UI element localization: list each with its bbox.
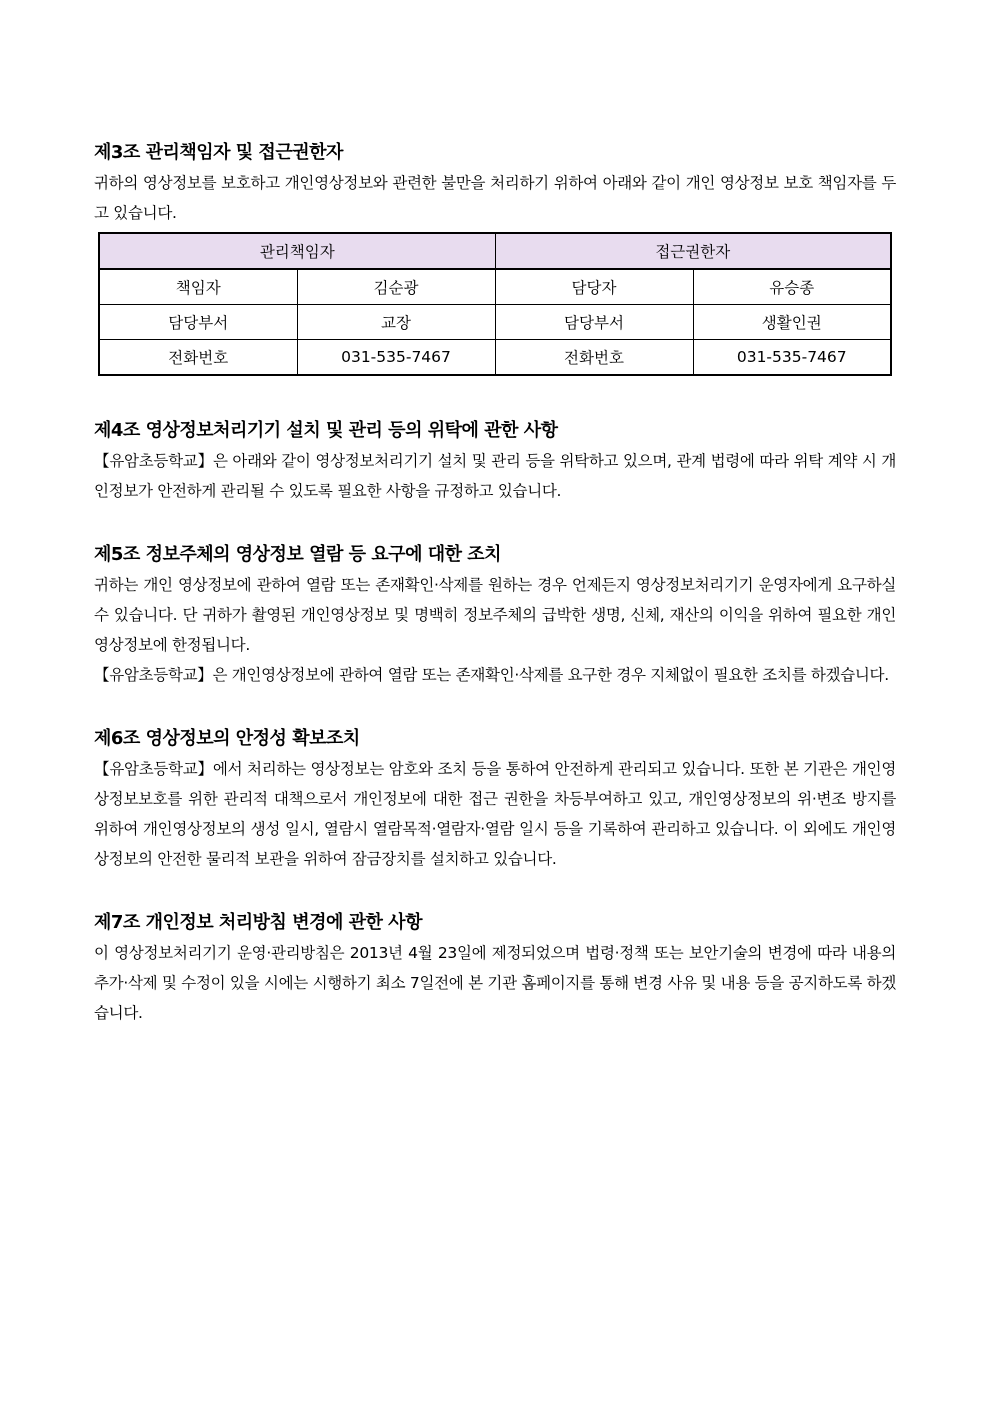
section-title: 제6조 영상정보의 안정성 확보조치 <box>94 728 360 749</box>
table-cell: 031-535-7467 <box>297 340 495 376</box>
table-cell: 유승종 <box>693 269 891 305</box>
table-header-access: 접근권한자 <box>495 233 891 269</box>
spacer <box>94 506 896 540</box>
section-paragraph: 【유암초등학교】은 아래와 같이 영상정보처리기기 설치 및 관리 등을 위탁하고 있으며, 관계 법령에 따라 위탁 계약 시 개인정보가 안전하게 관리될 수 있도록 필요한 사항을 규정하고 있습니다. <box>94 452 896 500</box>
manager-table <box>98 232 892 376</box>
table-row <box>99 269 891 305</box>
section-article-3 <box>94 138 896 376</box>
section-article-6 <box>94 724 896 874</box>
table-cell: 전화번호 <box>99 340 297 376</box>
section-title: 제5조 정보주체의 영상정보 열람 등 요구에 대한 조치 <box>94 544 502 565</box>
table-cell: 교장 <box>297 305 495 340</box>
table-cell: 031-535-7467 <box>693 340 891 376</box>
table-cell: 담당부서 <box>99 305 297 340</box>
table-cell: 담당부서 <box>495 305 693 340</box>
table-cell: 책임자 <box>99 269 297 305</box>
section-article-4 <box>94 416 896 506</box>
document-page <box>94 138 896 1028</box>
section-paragraph: 귀하의 영상정보를 보호하고 개인영상정보와 관련한 불만을 처리하기 위하여 아래와 같이 개인 영상정보 보호 책임자를 두고 있습니다. <box>94 174 896 222</box>
section-paragraph: 귀하는 개인 영상정보에 관하여 열람 또는 존재확인·삭제를 원하는 경우 언제든지 영상정보처리기기 운영자에게 요구하실 수 있습니다. 단 귀하가 촬영된 개인영상정보 및 명백히 정보주체의 급박한 생명, 신체, 재산의 이익을 위하여 필요한 개인영상정보에 한정됩니다. <box>94 576 896 654</box>
section-paragraph: 【유암초등학교】은 개인영상정보에 관하여 열람 또는 존재확인·삭제를 요구한 경우 지체없이 필요한 조치를 하겠습니다. <box>94 666 889 684</box>
spacer <box>94 874 896 908</box>
spacer <box>94 690 896 724</box>
spacer <box>94 376 896 416</box>
section-paragraph: 이 영상정보처리기기 운영·관리방침은 2013년 4월 23일에 제정되었으며 법령·정책 또는 보안기술의 변경에 따라 내용의 추가·삭제 및 수정이 있을 시에는 시행하기 최소 7일전에 본 기관 홈페이지를 통해 변경 사유 및 내용 등을 공지하도록 하겠습니다. <box>94 944 896 1022</box>
section-title: 제3조 관리책임자 및 접근권한자 <box>94 142 343 163</box>
section-title: 제7조 개인정보 처리방침 변경에 관한 사항 <box>94 912 422 933</box>
table-cell: 전화번호 <box>495 340 693 376</box>
section-article-7 <box>94 908 896 1028</box>
table-cell: 김순광 <box>297 269 495 305</box>
table-header-manager: 관리책임자 <box>99 233 495 269</box>
section-article-5 <box>94 540 896 690</box>
table-row <box>99 305 891 340</box>
table-row <box>99 340 891 376</box>
section-title: 제4조 영상정보처리기기 설치 및 관리 등의 위탁에 관한 사항 <box>94 420 558 441</box>
table-cell: 생활인권 <box>693 305 891 340</box>
section-paragraph: 【유암초등학교】에서 처리하는 영상정보는 암호와 조치 등을 통하여 안전하게 관리되고 있습니다. 또한 본 기관은 개인영상정보보호를 위한 관리적 대책으로서 개인정보에 대한 접근 권한을 차등부여하고 있고, 개인영상정보의 위·변조 방지를 위하여 개인영상정보의 생성 일시, 열람시 열람목적·열람자·열람 일시 등을 기록하여 관리하고 있습니다. 이 외에도 개인영상정보의 안전한 물리적 보관을 위하여 잠금장치를 설치하고 있습니다. <box>94 760 896 868</box>
table-header-row <box>99 233 891 269</box>
table-cell: 담당자 <box>495 269 693 305</box>
